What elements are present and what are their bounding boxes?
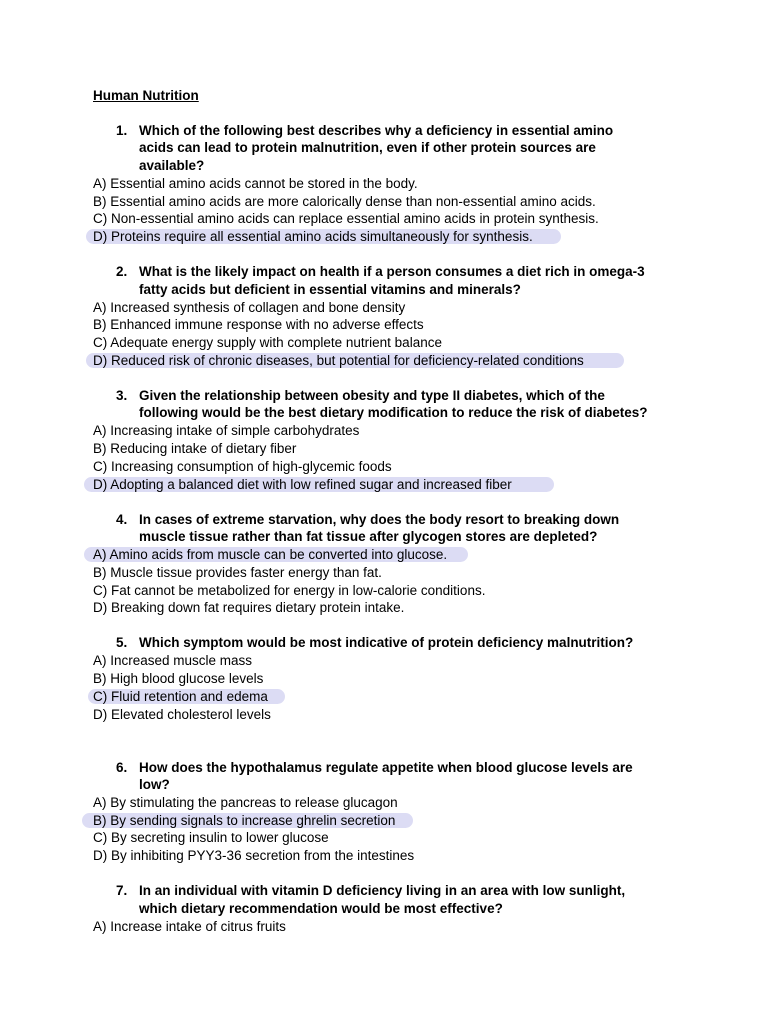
question-number: 6. — [116, 760, 128, 775]
question-text: available? — [139, 158, 205, 173]
answer-option: C) Non-essential amino acids can replace essential amino acids in protein synthesis. — [93, 211, 599, 226]
question-text: Given the relationship between obesity and type II diabetes, which of the — [139, 388, 605, 403]
answer-option: A) Increase intake of citrus fruits — [93, 919, 286, 934]
answer-option: C) Adequate energy supply with complete nutrient balance — [93, 335, 442, 350]
question-number: 1. — [116, 123, 128, 138]
answer-option: B) Essential amino acids are more calorically dense than non-essential amino acids. — [93, 194, 596, 209]
answer-option-highlighted: B) By sending signals to increase ghrelin secretion — [93, 813, 396, 828]
question-text: following would be the best dietary modification to reduce the risk of diabetes? — [139, 405, 648, 420]
question-text: How does the hypothalamus regulate appetite when blood glucose levels are — [139, 760, 633, 775]
question-number: 4. — [116, 512, 128, 527]
answer-option: C) Fat cannot be metabolized for energy in low-calorie conditions. — [93, 583, 486, 598]
answer-option: B) High blood glucose levels — [93, 671, 264, 686]
question-text: which dietary recommendation would be most effective? — [139, 901, 503, 916]
answer-option-highlighted: D) Reduced risk of chronic diseases, but potential for deficiency-related conditions — [93, 353, 584, 368]
answer-option: C) Increasing consumption of high-glycemic foods — [93, 459, 392, 474]
question-text: In cases of extreme starvation, why does the body resort to breaking down — [139, 512, 620, 527]
answer-option: B) Enhanced immune response with no adverse effects — [93, 317, 424, 332]
answer-option: C) By secreting insulin to lower glucose — [93, 830, 329, 845]
question-text: Which of the following best describes why a deficiency in essential amino — [139, 123, 614, 138]
question-text: What is the likely impact on health if a person consumes a diet rich in omega-3 — [139, 264, 645, 279]
answer-option: D) Breaking down fat requires dietary protein intake. — [93, 600, 405, 615]
question-text: Which symptom would be most indicative of protein deficiency malnutrition? — [139, 635, 634, 650]
answer-option: D) Elevated cholesterol levels — [93, 707, 271, 722]
question-number: 3. — [116, 388, 128, 403]
question-text: low? — [139, 777, 170, 792]
answer-option-highlighted: C) Fluid retention and edema — [93, 689, 268, 704]
answer-option-highlighted: D) Proteins require all essential amino acids simultaneously for synthesis. — [93, 229, 533, 244]
answer-option: A) Increased muscle mass — [93, 653, 253, 668]
answer-option-highlighted: D) Adopting a balanced diet with low refined sugar and increased fiber — [93, 477, 512, 492]
question-text: fatty acids but deficient in essential vitamins and minerals? — [139, 282, 521, 297]
question-number: 5. — [116, 635, 128, 650]
answer-option: A) Essential amino acids cannot be stored in the body. — [93, 176, 418, 191]
answer-option: A) Increasing intake of simple carbohydrates — [93, 423, 360, 438]
question-text: acids can lead to protein malnutrition, even if other protein sources are — [139, 140, 596, 155]
question-text: muscle tissue rather than fat tissue after glycogen stores are depleted? — [139, 529, 598, 544]
question-number: 7. — [116, 883, 128, 898]
answer-option: A) Increased synthesis of collagen and bone density — [93, 300, 406, 315]
question-text: In an individual with vitamin D deficiency living in an area with low sunlight, — [139, 883, 626, 898]
answer-option: B) Muscle tissue provides faster energy than fat. — [93, 565, 382, 580]
answer-option-highlighted: A) Amino acids from muscle can be converted into glucose. — [93, 547, 448, 562]
document-title: Human Nutrition — [93, 88, 199, 103]
answer-option: A) By stimulating the pancreas to release glucagon — [93, 795, 398, 810]
answer-option: B) Reducing intake of dietary fiber — [93, 441, 297, 456]
question-number: 2. — [116, 264, 128, 279]
answer-option: D) By inhibiting PYY3-36 secretion from the intestines — [93, 848, 415, 863]
